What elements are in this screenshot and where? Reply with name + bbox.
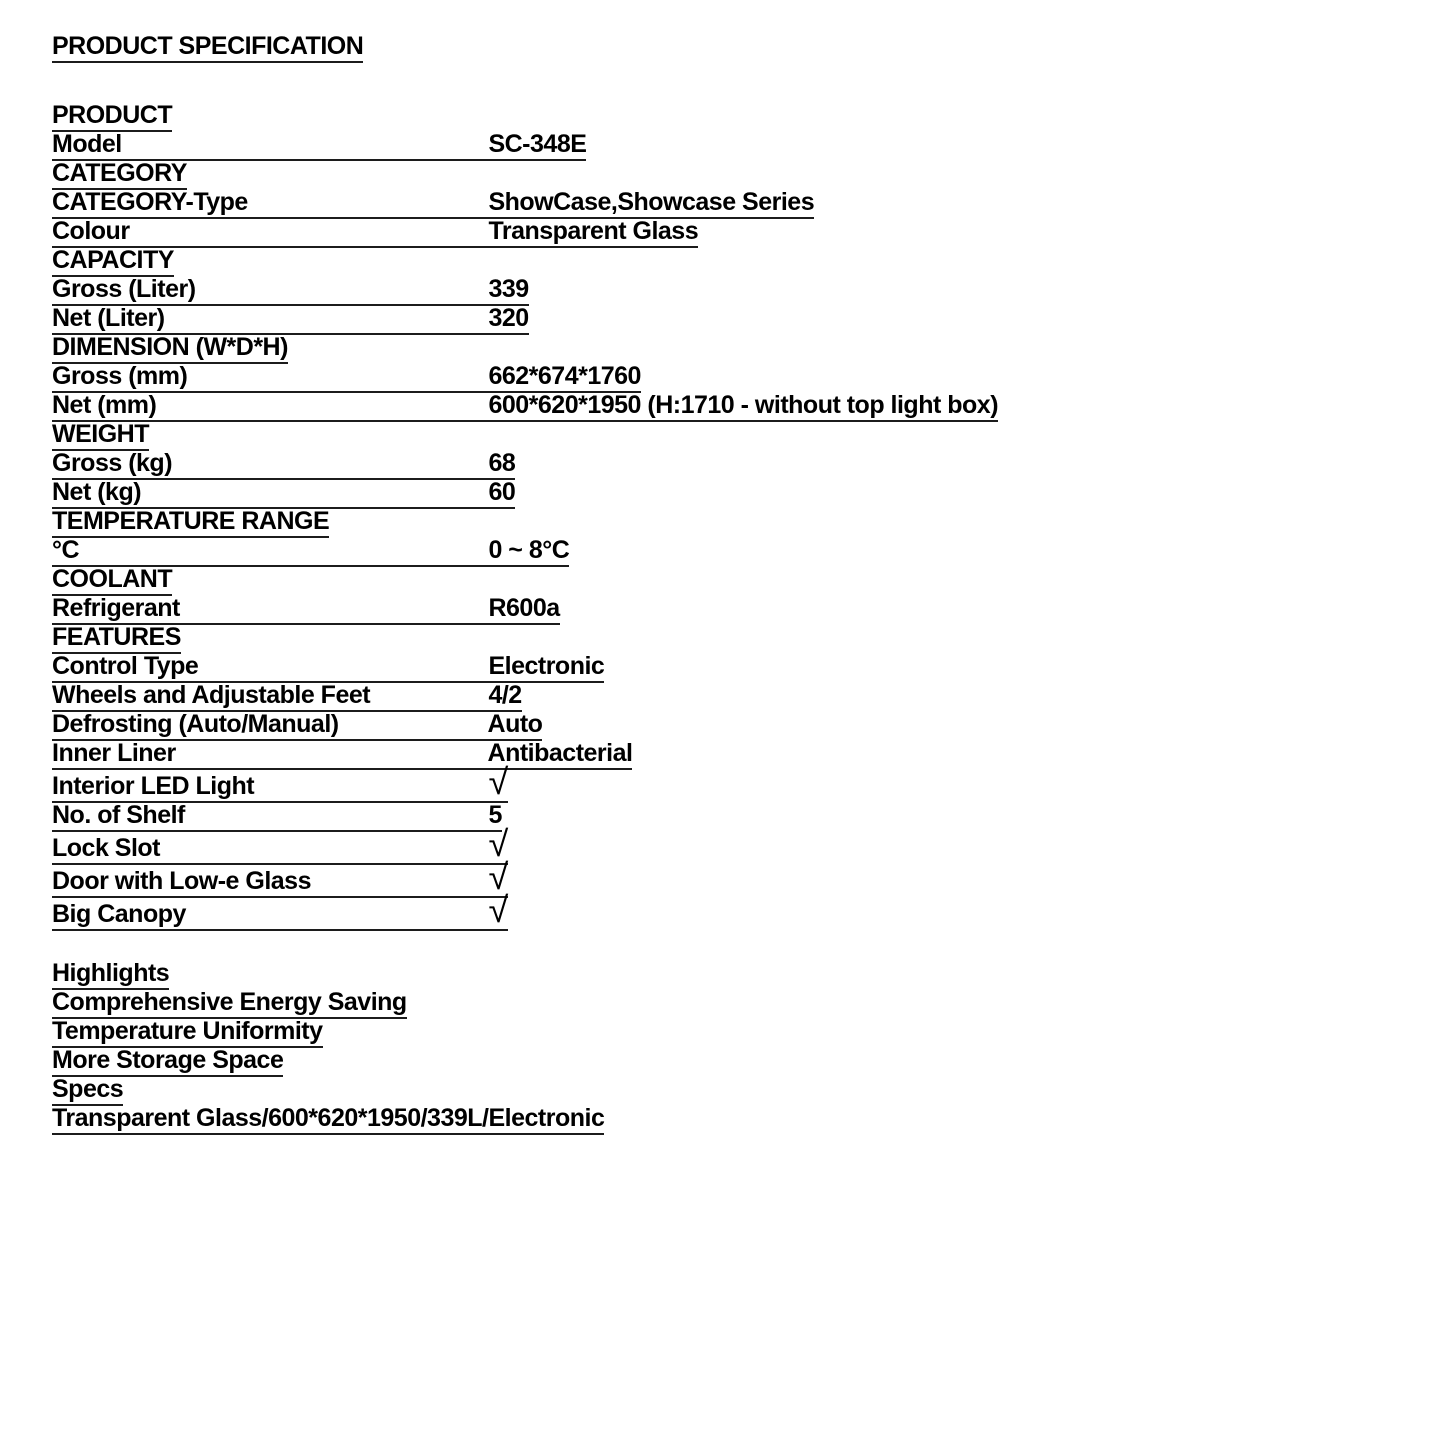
check-mark-icon: √ bbox=[488, 823, 509, 864]
spec-label: Lock Slot bbox=[52, 834, 161, 862]
spec-value: Transparent Glass bbox=[488, 217, 699, 245]
spec-value: ShowCase,Showcase Series bbox=[488, 188, 815, 216]
spec-value: 339 bbox=[488, 275, 529, 303]
spec-label: Net (mm) bbox=[52, 391, 157, 419]
spec-row bbox=[52, 596, 560, 625]
spec-row bbox=[52, 823, 509, 865]
check-mark-icon: √ bbox=[488, 889, 509, 930]
section-header: TEMPERATURE RANGE bbox=[52, 509, 329, 538]
spec-label: Control Type bbox=[52, 652, 199, 680]
spec-label: Colour bbox=[52, 217, 130, 245]
spec-row bbox=[52, 856, 509, 898]
page-title: PRODUCT SPECIFICATION bbox=[52, 34, 363, 63]
spec-label: Wheels and Adjustable Feet bbox=[52, 681, 371, 709]
spec-value: 662*674*1760 bbox=[488, 362, 641, 390]
spec-row bbox=[52, 277, 529, 306]
spec-label: No. of Shelf bbox=[52, 801, 185, 829]
spec-row bbox=[52, 712, 542, 741]
spec-value: R600a bbox=[488, 594, 560, 622]
spec-label: Model bbox=[52, 130, 122, 158]
spec-value: 600*620*1950 (H:1710 - without top light box) bbox=[488, 391, 999, 419]
section-header: CATEGORY bbox=[52, 161, 187, 190]
section-header: CAPACITY bbox=[52, 248, 174, 277]
section-header: DIMENSION (W*D*H) bbox=[52, 335, 288, 364]
section-header: COOLANT bbox=[52, 567, 172, 596]
spec-label: Interior LED Light bbox=[52, 772, 255, 800]
spec-row bbox=[52, 364, 641, 393]
spec-row bbox=[52, 683, 522, 712]
spec-label: CATEGORY-Type bbox=[52, 188, 248, 216]
spec-label: Defrosting (Auto/Manual) bbox=[52, 710, 339, 738]
spec-value: 68 bbox=[488, 449, 516, 477]
spec-label: °C bbox=[52, 536, 80, 564]
spec-label: Door with Low-e Glass bbox=[52, 867, 311, 895]
spec-value: 60 bbox=[488, 478, 516, 506]
spec-row bbox=[52, 741, 632, 770]
spec-row bbox=[52, 538, 569, 567]
spec-label: Refrigerant bbox=[52, 594, 180, 622]
spec-value: Antibacterial bbox=[487, 739, 633, 767]
spec-value: 5 bbox=[488, 801, 502, 829]
spec-row bbox=[52, 761, 509, 803]
spec-row bbox=[52, 889, 509, 931]
spec-value: Auto bbox=[487, 710, 543, 738]
highlight-item: Temperature Uniformity bbox=[52, 1019, 323, 1048]
spec-row bbox=[52, 190, 814, 219]
spec-label: Net (Liter) bbox=[52, 304, 165, 332]
spec-label: Gross (mm) bbox=[52, 362, 188, 390]
spec-row bbox=[52, 803, 502, 832]
spec-row bbox=[52, 480, 515, 509]
section-header: PRODUCT bbox=[52, 103, 172, 132]
spec-value: Electronic bbox=[488, 652, 605, 680]
spec-label: Net (kg) bbox=[52, 478, 142, 506]
spec-value: 4/2 bbox=[488, 681, 522, 709]
spec-value: SC-348E bbox=[488, 130, 587, 158]
spec-row bbox=[52, 654, 604, 683]
highlight-item: Specs bbox=[52, 1077, 123, 1106]
highlight-item: More Storage Space bbox=[52, 1048, 283, 1077]
spec-label: Inner Liner bbox=[52, 739, 176, 767]
check-mark-icon: √ bbox=[488, 856, 509, 897]
spec-label: Gross (kg) bbox=[52, 449, 173, 477]
spec-row bbox=[52, 393, 998, 422]
highlights-header: Highlights bbox=[52, 961, 169, 990]
section-header: WEIGHT bbox=[52, 422, 149, 451]
spec-table bbox=[52, 103, 1400, 931]
spec-row bbox=[52, 132, 586, 161]
spec-row bbox=[52, 219, 698, 248]
spec-label: Big Canopy bbox=[52, 900, 186, 928]
highlight-item: Comprehensive Energy Saving bbox=[52, 990, 407, 1019]
check-mark-icon: √ bbox=[488, 761, 509, 802]
highlights-section bbox=[52, 961, 1400, 1135]
section-header: FEATURES bbox=[52, 625, 181, 654]
spec-value: 320 bbox=[488, 304, 529, 332]
spec-row bbox=[52, 306, 529, 335]
spec-row bbox=[52, 451, 515, 480]
spec-value: 0 ~ 8°C bbox=[488, 536, 570, 564]
highlight-item: Transparent Glass/600*620*1950/339L/Electronic bbox=[52, 1106, 604, 1135]
spec-label: Gross (Liter) bbox=[52, 275, 196, 303]
